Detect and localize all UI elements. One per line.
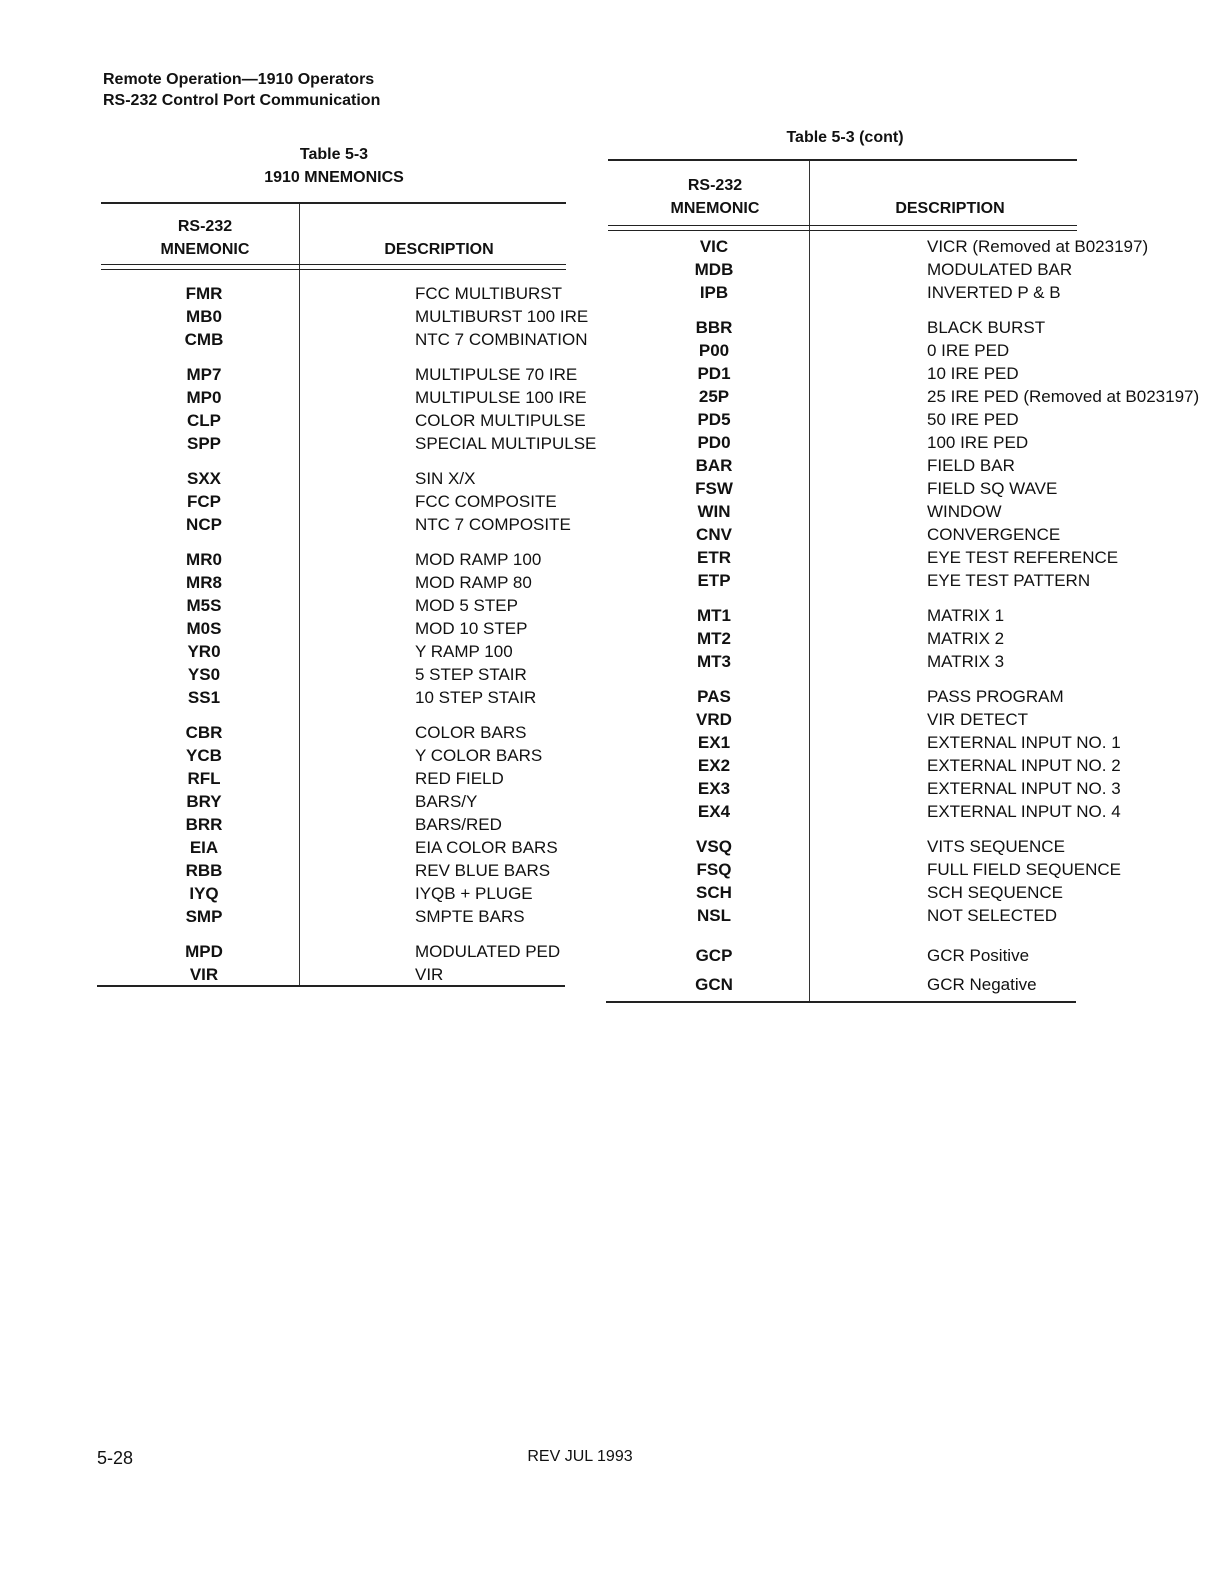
description-cell: PASS PROGRAM <box>927 687 1064 706</box>
table-row <box>100 721 596 744</box>
mnemonic-cell: CLP <box>187 411 221 430</box>
row-group <box>605 604 1199 673</box>
table-row <box>100 767 596 790</box>
description-cell: EXTERNAL INPUT NO. 2 <box>927 756 1121 775</box>
table-row <box>605 431 1199 454</box>
description-cell: MULTIPULSE 100 IRE <box>415 388 587 407</box>
description-cell: SIN X/X <box>415 469 476 488</box>
description-cell: VITS SEQUENCE <box>927 837 1065 856</box>
table-row <box>100 663 596 686</box>
row-group <box>100 467 596 536</box>
table-row <box>605 754 1199 777</box>
table-row <box>605 904 1199 927</box>
description-cell: MULTIBURST 100 IRE <box>415 307 589 326</box>
mnemonic-cell: RFL <box>187 769 221 788</box>
table-row <box>605 970 1199 999</box>
row-group <box>605 941 1199 999</box>
description-cell: SMPTE BARS <box>415 907 525 926</box>
row-group <box>100 940 596 986</box>
description-cell: REV BLUE BARS <box>415 861 551 880</box>
mnemonic-cell: SPP <box>186 434 222 453</box>
table-row <box>100 363 596 386</box>
table-row <box>100 882 596 905</box>
table-row <box>605 316 1199 339</box>
table-row <box>605 546 1199 569</box>
description-cell: WINDOW <box>927 502 1002 521</box>
running-header-section: RS-232 Control Port Communication <box>103 92 381 109</box>
table-row <box>100 513 596 536</box>
table-row <box>100 467 596 490</box>
description-cell: MATRIX 1 <box>927 606 1005 625</box>
left-col-header-description: DESCRIPTION <box>384 241 494 258</box>
table-row <box>605 477 1199 500</box>
left-col-header-mnemonic-1: RS-232 <box>177 218 233 235</box>
description-cell: INVERTED P & B <box>927 283 1061 302</box>
mnemonic-cell: SMP <box>185 907 223 926</box>
description-cell: CONVERGENCE <box>927 525 1061 544</box>
right-table-title: Table 5-3 (cont) <box>786 129 904 146</box>
right-col-header-description: DESCRIPTION <box>895 200 1005 217</box>
description-cell: MODULATED PED <box>415 942 561 961</box>
table-row <box>100 490 596 513</box>
description-cell: EXTERNAL INPUT NO. 4 <box>927 802 1121 821</box>
description-cell: NOT SELECTED <box>927 906 1058 925</box>
right-table-top-rule <box>608 159 1077 161</box>
table-row <box>605 858 1199 881</box>
mnemonic-cell: IYQ <box>189 884 219 903</box>
mnemonic-cell: VRD <box>696 710 732 729</box>
mnemonic-cell: M0S <box>186 619 222 638</box>
mnemonic-cell: VIC <box>699 237 729 256</box>
table-row <box>100 963 596 986</box>
description-cell: 10 IRE PED <box>927 364 1019 383</box>
table-row <box>605 731 1199 754</box>
mnemonic-cell: VIR <box>189 965 219 984</box>
mnemonic-cell: MP0 <box>186 388 222 407</box>
mnemonic-cell: EX3 <box>697 779 731 798</box>
mnemonic-cell: PD0 <box>697 433 731 452</box>
mnemonic-cell: GCP <box>695 946 733 965</box>
table-row <box>100 813 596 836</box>
mnemonic-cell: MR0 <box>186 550 222 569</box>
left-table-title: Table 5-3 <box>299 146 369 163</box>
table-row <box>605 339 1199 362</box>
description-cell: NTC 7 COMPOSITE <box>415 515 571 534</box>
mnemonic-cell: ETP <box>697 571 731 590</box>
mnemonic-cell: EX1 <box>697 733 731 752</box>
mnemonic-cell: FCP <box>187 492 221 511</box>
mnemonic-cell: NCP <box>186 515 222 534</box>
table-row <box>605 604 1199 627</box>
mnemonic-cell: BRR <box>185 815 223 834</box>
left-table-top-rule <box>101 202 566 204</box>
description-cell: EYE TEST PATTERN <box>927 571 1091 590</box>
mnemonic-cell: P00 <box>698 341 730 360</box>
row-group <box>605 835 1199 927</box>
row-group <box>605 316 1199 592</box>
table-row <box>100 305 596 328</box>
table-row <box>605 362 1199 385</box>
mnemonic-cell: FSQ <box>696 860 732 879</box>
running-header-chapter: Remote Operation—1910 Operators <box>103 71 375 88</box>
right-header-rule-2 <box>608 230 1077 231</box>
mnemonic-cell: IPB <box>699 283 729 302</box>
description-cell: MATRIX 2 <box>927 629 1005 648</box>
mnemonic-cell: MT2 <box>697 629 731 648</box>
mnemonic-cell: YCB <box>186 746 222 765</box>
left-header-rule-1 <box>101 264 566 265</box>
table-row <box>100 432 596 455</box>
table-row <box>605 650 1199 673</box>
table-row <box>100 386 596 409</box>
description-cell: BLACK BURST <box>927 318 1046 337</box>
mnemonic-cell: M5S <box>186 596 222 615</box>
description-cell: 100 IRE PED <box>927 433 1029 452</box>
right-table-body <box>605 235 1199 999</box>
table-row <box>100 790 596 813</box>
description-cell: FCC COMPOSITE <box>415 492 557 511</box>
mnemonic-cell: VSQ <box>696 837 732 856</box>
description-cell: MOD RAMP 80 <box>415 573 532 592</box>
mnemonic-cell: PD5 <box>697 410 731 429</box>
description-cell: MOD RAMP 100 <box>415 550 542 569</box>
description-cell: IYQB + PLUGE <box>415 884 533 903</box>
mnemonic-cell: NSL <box>697 906 731 925</box>
mnemonic-cell: MDB <box>694 260 734 279</box>
table-row <box>100 686 596 709</box>
description-cell: GCR Negative <box>927 975 1037 994</box>
mnemonic-cell: MB0 <box>186 307 222 326</box>
mnemonic-cell: SXX <box>186 469 222 488</box>
mnemonic-cell: SS1 <box>187 688 221 707</box>
table-row <box>100 328 596 351</box>
mnemonic-cell: BRY <box>186 792 222 811</box>
table-row <box>605 408 1199 431</box>
mnemonic-cell: RBB <box>185 861 223 880</box>
description-cell: COLOR BARS <box>415 723 527 742</box>
mnemonic-cell: MR8 <box>186 573 222 592</box>
description-cell: Y RAMP 100 <box>415 642 513 661</box>
mnemonic-cell: BBR <box>695 318 733 337</box>
table-row <box>605 235 1199 258</box>
table-row <box>605 685 1199 708</box>
mnemonic-cell: ETR <box>697 548 731 567</box>
table-row <box>605 454 1199 477</box>
table-row <box>100 640 596 663</box>
table-row <box>100 859 596 882</box>
row-group <box>100 721 596 928</box>
description-cell: MODULATED BAR <box>927 260 1073 279</box>
table-row <box>100 940 596 963</box>
table-row <box>605 941 1199 970</box>
description-cell: FIELD SQ WAVE <box>927 479 1058 498</box>
description-cell: 5 STEP STAIR <box>415 665 527 684</box>
description-cell: BARS/Y <box>415 792 478 811</box>
mnemonic-cell: YR0 <box>187 642 221 661</box>
description-cell: EYE TEST REFERENCE <box>927 548 1119 567</box>
table-row <box>100 409 596 432</box>
table-row <box>605 835 1199 858</box>
right-col-header-mnemonic-1: RS-232 <box>687 177 743 194</box>
description-cell: NTC 7 COMBINATION <box>415 330 588 349</box>
description-cell: EXTERNAL INPUT NO. 1 <box>927 733 1121 752</box>
revision-date: REV JUL 1993 <box>527 1448 633 1465</box>
left-table-body <box>100 282 596 986</box>
row-group <box>100 282 596 351</box>
mnemonic-cell: EX2 <box>697 756 731 775</box>
description-cell: RED FIELD <box>415 769 504 788</box>
table-row <box>605 281 1199 304</box>
table-row <box>100 744 596 767</box>
row-group <box>100 363 596 455</box>
mnemonic-cell: BAR <box>695 456 733 475</box>
table-row <box>605 777 1199 800</box>
description-cell: EIA COLOR BARS <box>415 838 558 857</box>
description-cell: SCH SEQUENCE <box>927 883 1064 902</box>
row-group <box>605 235 1199 304</box>
description-cell: 50 IRE PED <box>927 410 1019 429</box>
mnemonic-cell: PAS <box>697 687 731 706</box>
left-table-bottom-rule <box>97 985 565 987</box>
description-cell: FCC MULTIBURST <box>415 284 563 303</box>
table-row <box>100 282 596 305</box>
mnemonic-cell: GCN <box>695 975 733 994</box>
table-row <box>605 385 1199 408</box>
table-row <box>100 905 596 928</box>
mnemonic-cell: WIN <box>697 502 731 521</box>
table-row <box>605 627 1199 650</box>
description-cell: MATRIX 3 <box>927 652 1005 671</box>
description-cell: Y COLOR BARS <box>415 746 543 765</box>
mnemonic-cell: MP7 <box>186 365 222 384</box>
row-group <box>605 685 1199 823</box>
mnemonic-cell: CBR <box>185 723 223 742</box>
left-header-rule-2 <box>101 269 566 270</box>
description-cell: 10 STEP STAIR <box>415 688 537 707</box>
left-col-header-mnemonic-2: MNEMONIC <box>160 241 250 258</box>
mnemonic-cell: MT3 <box>697 652 731 671</box>
mnemonic-cell: CMB <box>184 330 224 349</box>
left-table-subtitle: 1910 MNEMONICS <box>264 169 404 186</box>
mnemonic-cell: SCH <box>696 883 732 902</box>
right-col-header-mnemonic-2: MNEMONIC <box>670 200 760 217</box>
table-row <box>605 258 1199 281</box>
right-header-rule-1 <box>608 225 1077 226</box>
description-cell: VIR <box>415 965 444 984</box>
description-cell: VIR DETECT <box>927 710 1029 729</box>
table-row <box>605 500 1199 523</box>
table-row <box>605 881 1199 904</box>
description-cell: VICR (Removed at B023197) <box>927 237 1149 256</box>
description-cell: 0 IRE PED <box>927 341 1010 360</box>
row-group <box>100 548 596 709</box>
mnemonic-cell: MPD <box>185 942 223 961</box>
table-row <box>100 836 596 859</box>
table-row <box>100 571 596 594</box>
table-row <box>100 548 596 571</box>
page-number: 5-28 <box>97 1448 134 1468</box>
table-row <box>100 594 596 617</box>
mnemonic-cell: FSW <box>695 479 733 498</box>
table-row <box>605 569 1199 592</box>
mnemonic-cell: MT1 <box>697 606 731 625</box>
mnemonic-cell: EX4 <box>697 802 731 821</box>
description-cell: SPECIAL MULTIPULSE <box>415 434 597 453</box>
table-row <box>605 708 1199 731</box>
description-cell: EXTERNAL INPUT NO. 3 <box>927 779 1121 798</box>
description-cell: 25 IRE PED (Removed at B023197) <box>927 387 1200 406</box>
mnemonic-cell: YS0 <box>187 665 221 684</box>
mnemonic-cell: 25P <box>698 387 730 406</box>
description-cell: GCR Positive <box>927 946 1030 965</box>
description-cell: MOD 10 STEP <box>415 619 528 638</box>
mnemonic-cell: FMR <box>185 284 223 303</box>
mnemonic-cell: CNV <box>696 525 732 544</box>
right-table-bottom-rule <box>606 1001 1076 1003</box>
mnemonic-cell: PD1 <box>697 364 731 383</box>
description-cell: MOD 5 STEP <box>415 596 518 615</box>
table-row <box>100 617 596 640</box>
description-cell: COLOR MULTIPULSE <box>415 411 586 430</box>
description-cell: FULL FIELD SEQUENCE <box>927 860 1121 879</box>
description-cell: MULTIPULSE 70 IRE <box>415 365 578 384</box>
description-cell: BARS/RED <box>415 815 502 834</box>
table-row <box>605 800 1199 823</box>
description-cell: FIELD BAR <box>927 456 1015 475</box>
table-row <box>605 523 1199 546</box>
mnemonic-cell: EIA <box>189 838 219 857</box>
